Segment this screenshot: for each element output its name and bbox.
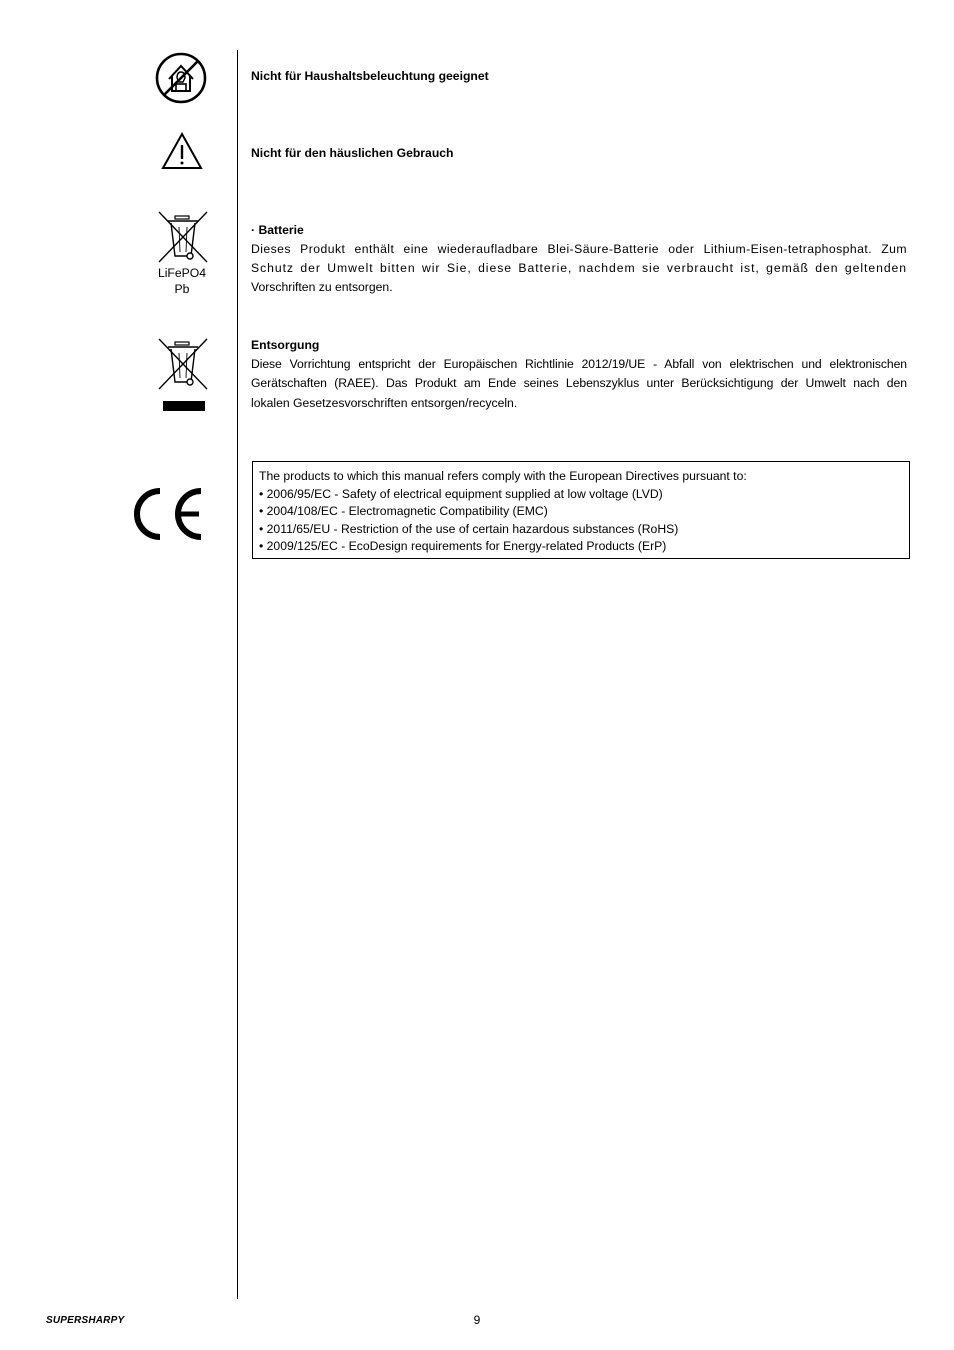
ce-item-lvd: • 2006/95/EC - Safety of electrical equipment supplied at low voltage (LVD)	[259, 486, 663, 501]
weee-bin-icon	[157, 337, 209, 413]
battery-title: · Batterie	[251, 223, 304, 237]
disposal-text-line-2: Gerätschaften (RAEE). Das Produkt am Ende seines Lebenszyklus unter Berücksichtigung der Umwelt nach den	[251, 376, 907, 390]
ce-compliance-box	[252, 461, 910, 559]
warning-triangle-icon	[160, 131, 204, 171]
ce-item-emc: • 2004/108/EC - Electromagnetic Compatibility (EMC)	[259, 504, 548, 519]
ce-mark-icon	[133, 486, 205, 542]
battery-icon-label-lifepo4: LiFePO4	[157, 266, 207, 280]
column-divider	[237, 50, 238, 1299]
ce-intro: The products to which this manual refers comply with the European Directives pursuant to:	[259, 469, 747, 483]
disposal-text-line-3: lokalen Gesetzesvorschriften entsorgen/recyceln.	[251, 396, 518, 410]
household-lighting-title: Nicht für Haushaltsbeleuchtung geeignet	[251, 69, 489, 83]
disposal-title: Entsorgung	[251, 338, 320, 352]
page-number: 9	[473, 1313, 481, 1327]
domestic-use-title: Nicht für den häuslichen Gebrauch	[251, 146, 454, 160]
ce-item-erp: • 2009/125/EC - EcoDesign requirements for Energy-related Products (ErP)	[259, 539, 667, 554]
battery-text-line-1: Dieses Produkt enthält eine wiederaufladbare Blei-Säure-Batterie oder Lithium-Eisen-tetraphosphat. Zum	[251, 242, 907, 256]
battery-icon-label-pb: Pb	[174, 282, 190, 296]
crossed-bin-icon	[157, 210, 209, 266]
footer-brand: SUPERSHARPY	[46, 1315, 125, 1326]
ce-item-rohs: • 2011/65/EU - Restriction of the use of certain hazardous substances (RoHS)	[259, 521, 679, 536]
battery-text-line-3: Vorschriften zu entsorgen.	[251, 280, 393, 294]
battery-text-line-2: Schutz der Umwelt bitten wir Sie, diese Batterie, nachdem sie verbraucht ist, gemäß den geltenden	[251, 261, 907, 275]
no-household-lamp-icon	[155, 52, 207, 104]
disposal-text-line-1: Diese Vorrichtung entspricht der Europäischen Richtlinie 2012/19/UE - Abfall von elektrischen und elektronischen	[251, 357, 907, 371]
